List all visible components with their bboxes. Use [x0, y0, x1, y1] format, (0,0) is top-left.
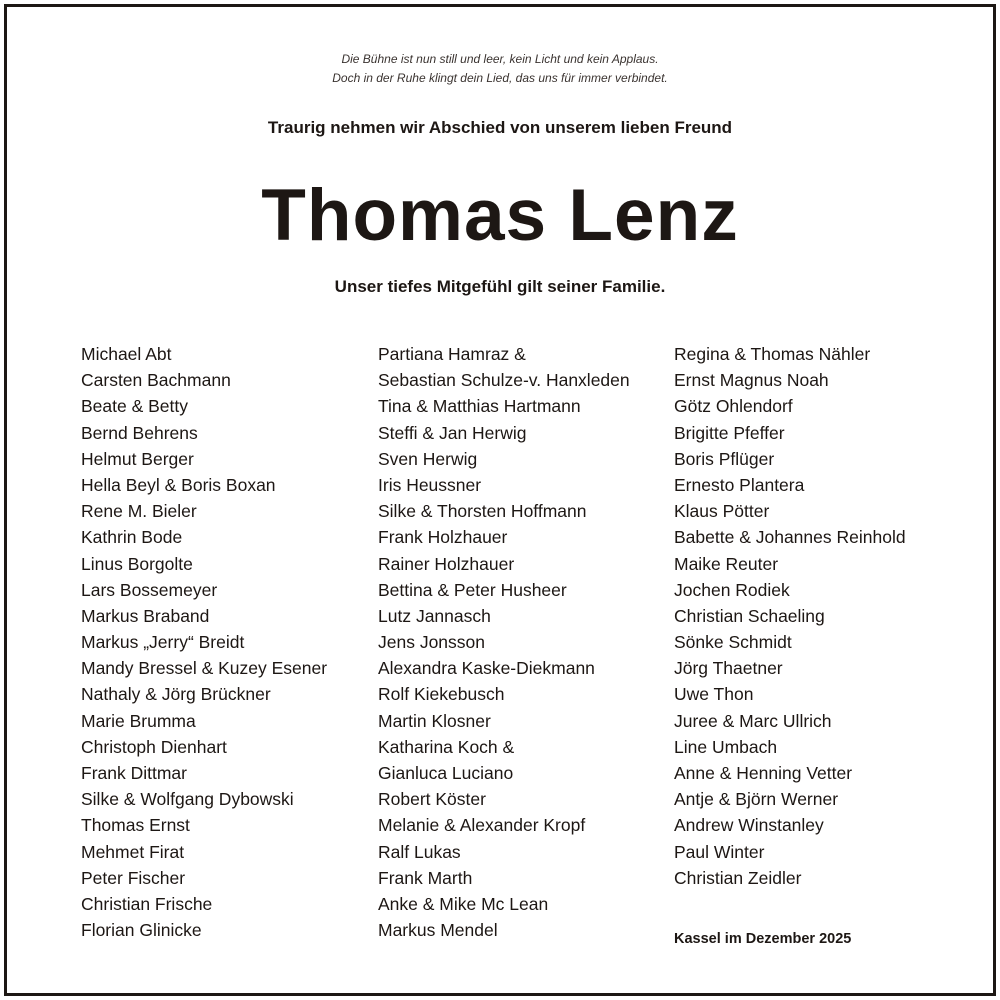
mourner-name: Mehmet Firat: [81, 841, 185, 862]
mourner-name: Frank Holzhauer: [378, 527, 508, 548]
mourner-name: Katharina Koch &: [378, 736, 515, 757]
mourner-name: Sebastian Schulze-v. Hanxleden: [378, 370, 630, 391]
mourner-name: Christian Zeidler: [674, 867, 802, 888]
mourner-name: Robert Köster: [378, 789, 486, 810]
intro-text: Traurig nehmen wir Abschied von unserem lieben Freund: [267, 118, 733, 137]
mourner-name: Antje & Björn Werner: [674, 789, 839, 810]
mourner-name: Martin Klosner: [378, 710, 491, 731]
mourner-name: Thomas Ernst: [81, 815, 190, 836]
mourner-name: Florian Glinicke: [81, 920, 202, 941]
mourner-name: Silke & Wolfgang Dybowski: [81, 789, 294, 810]
mourner-name: Alexandra Kaske-Diekmann: [378, 658, 595, 679]
mourner-name: Jens Jonsson: [378, 632, 486, 653]
mourner-name: Carsten Bachmann: [81, 370, 231, 391]
mourner-name: Götz Ohlendorf: [674, 396, 793, 417]
mourner-name: Lars Bossemeyer: [81, 579, 218, 600]
mourner-name: Regina & Thomas Nähler: [674, 344, 871, 364]
mourner-name: Anne & Henning Vetter: [674, 763, 853, 783]
memorial-quote: [7, 50, 993, 88]
mourner-name: Anke & Mike Mc Lean: [378, 893, 549, 914]
sympathy-text: Unser tiefes Mitgefühl gilt seiner Familie.: [334, 277, 666, 296]
mourner-name: Christian Frische: [81, 893, 213, 914]
mourner-name: Rainer Holzhauer: [378, 553, 515, 574]
mourner-name: Rolf Kiekebusch: [378, 684, 505, 705]
mourner-name: Jochen Rodiek: [674, 579, 790, 600]
mourner-name: Jörg Thaetner: [674, 658, 783, 679]
mourner-name: Line Umbach: [674, 736, 778, 757]
mourner-name: Tina & Matthias Hartmann: [378, 396, 581, 417]
deceased-name: Thomas Lenz: [261, 175, 739, 256]
mourner-name: Kathrin Bode: [81, 527, 183, 548]
mourner-name: Babette & Johannes Reinhold: [674, 527, 906, 548]
mourner-name: Melanie & Alexander Kropf: [378, 815, 586, 836]
mourner-name: Brigitte Pfeffer: [674, 422, 785, 443]
mourner-name: Sven Herwig: [378, 448, 478, 469]
mourner-name: Uwe Thon: [674, 684, 754, 705]
mourner-name: Rene M. Bieler: [81, 501, 197, 522]
mourner-name: Frank Marth: [378, 867, 473, 888]
mourners-column-1: [81, 341, 327, 943]
mourner-name: Peter Fischer: [81, 867, 186, 888]
mourner-name: Boris Pflüger: [674, 448, 775, 469]
mourner-name: Klaus Pötter: [674, 501, 770, 522]
mourner-name: Michael Abt: [81, 344, 172, 364]
mourner-name: Andrew Winstanley: [674, 815, 824, 836]
mourner-name: Helmut Berger: [81, 448, 194, 469]
mourner-name: Christoph Dienhart: [81, 736, 227, 757]
mourner-name: Markus Braband: [81, 605, 210, 626]
place-and-date: Kassel im Dezember 2025: [674, 931, 852, 947]
mourner-name: Frank Dittmar: [81, 763, 187, 783]
mourner-name: Markus Mendel: [378, 920, 498, 941]
mourner-name: Silke & Thorsten Hoffmann: [378, 501, 587, 522]
mourner-name: Markus „Jerry“ Breidt: [81, 632, 245, 653]
mourner-name: Nathaly & Jörg Brückner: [81, 684, 271, 705]
obituary-frame: [4, 4, 996, 996]
mourner-name: Partiana Hamraz &: [378, 344, 526, 364]
mourner-name: Maike Reuter: [674, 553, 779, 574]
mourner-name: Hella Beyl & Boris Boxan: [81, 474, 276, 495]
mourner-name: Ernesto Plantera: [674, 474, 805, 495]
mourner-name: Marie Brumma: [81, 710, 196, 731]
mourner-name: Beate & Betty: [81, 396, 189, 417]
mourner-name: Bettina & Peter Husheer: [378, 579, 567, 600]
quote-line-2: Doch in der Ruhe klingt dein Lied, das uns für immer verbindet.: [332, 71, 668, 85]
mourner-name: Mandy Bressel & Kuzey Esener: [81, 658, 328, 679]
mourner-name: Gianluca Luciano: [378, 763, 514, 783]
mourner-name: Ernst Magnus Noah: [674, 370, 829, 391]
mourner-name: Ralf Lukas: [378, 841, 461, 862]
mourner-name: Bernd Behrens: [81, 422, 198, 443]
quote-line-1: Die Bühne ist nun still und leer, kein Licht und kein Applaus.: [341, 52, 659, 66]
mourner-name: Iris Heussner: [378, 474, 482, 495]
mourner-name: Paul Winter: [674, 841, 765, 862]
mourners-column-3: [674, 341, 906, 891]
mourner-name: Lutz Jannasch: [378, 605, 491, 626]
mourner-name: Steffi & Jan Herwig: [378, 422, 527, 443]
mourner-name: Linus Borgolte: [81, 553, 193, 574]
mourners-column-2: [378, 341, 630, 943]
mourner-name: Christian Schaeling: [674, 605, 825, 626]
mourner-name: Sönke Schmidt: [674, 632, 792, 653]
mourner-name: Juree & Marc Ullrich: [674, 710, 832, 731]
